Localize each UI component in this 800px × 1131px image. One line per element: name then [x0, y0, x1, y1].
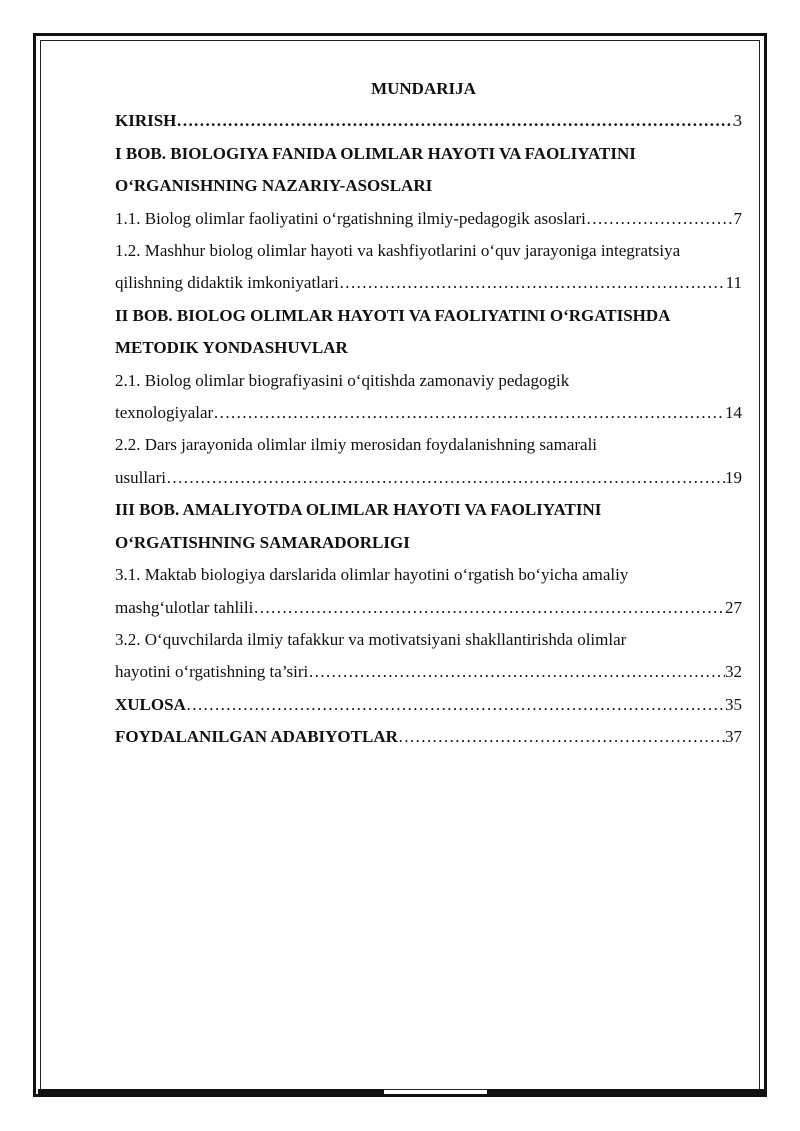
table-of-contents: [115, 73, 742, 754]
toc-entry-2-2: [115, 462, 742, 494]
dot-leader: [166, 462, 725, 494]
toc-entry-label: usullari: [115, 467, 166, 487]
toc-page-number: 27: [725, 597, 742, 617]
toc-entry-text: 3.2. O‘quvchilarda ilmiy tafakkur va motivatsiyani shakllantirishda olimlar: [115, 629, 627, 649]
dot-leader: [253, 592, 725, 624]
toc-entry-3-1: [115, 592, 742, 624]
dot-leader: [308, 656, 725, 688]
toc-page-number: 32: [725, 662, 742, 682]
toc-entry-label: FOYDALANILGAN ADABIYOTLAR: [115, 727, 398, 747]
toc-page-number: 11: [725, 273, 742, 293]
chapter-heading: O‘RGANISHNING NAZARIY-ASOSLARI: [115, 176, 433, 196]
toc-entry-adabiyotlar: [115, 721, 742, 753]
dot-leader: [213, 397, 725, 429]
dot-leader: [586, 203, 734, 235]
toc-page-number: 37: [725, 727, 742, 747]
toc-entry-text: 2.1. Biolog olimlar biografiyasini o‘qitishda zamonaviy pedagogik: [115, 370, 570, 390]
toc-entry-label: KIRISH: [115, 111, 177, 131]
dot-leader: [398, 721, 725, 753]
toc-entry-label: hayotini o‘rgatishning ta’siri: [115, 662, 309, 682]
dot-leader: [176, 105, 733, 137]
toc-page-number: 35: [725, 694, 742, 714]
toc-entry-text: 1.2. Mashhur biolog olimlar hayoti va kashfiyotlarini o‘quv jarayoniga integratsiya: [115, 241, 681, 261]
toc-entry-text: 2.2. Dars jarayonida olimlar ilmiy merosidan foydalanishning samarali: [115, 435, 598, 455]
dot-leader: [186, 689, 725, 721]
bottom-border-bar-right: [487, 1089, 765, 1094]
toc-entry-label: 1.1. Biolog olimlar faoliyatini o‘rgatishning ilmiy-pedagogik asoslari: [115, 208, 586, 228]
toc-entry-1-1: [115, 203, 742, 235]
toc-entry-label: XULOSA: [115, 694, 186, 714]
toc-entry-label: qilishning didaktik imkoniyatlari: [115, 273, 339, 293]
toc-entry-1-2: [115, 267, 742, 299]
dot-leader: [339, 267, 726, 299]
chapter-heading: I BOB. BIOLOGIYA FANIDA OLIMLAR HAYOTI VA FAOLIYATINI: [115, 143, 636, 163]
toc-page-number: 14: [725, 403, 742, 423]
toc-page-number: 7: [733, 208, 742, 228]
toc-entry-label: mashg‘ulotlar tahlili: [115, 597, 254, 617]
chapter-heading: II BOB. BIOLOG OLIMLAR HAYOTI VA FAOLIYATINI O‘RGATISHDA: [115, 305, 671, 325]
toc-entry-label: texnologiyalar: [115, 403, 214, 423]
bottom-border-bar-left: [38, 1089, 384, 1094]
chapter-heading: III BOB. AMALIYOTDA OLIMLAR HAYOTI VA FAOLIYATINI: [115, 500, 602, 520]
toc-entry-kirish: [115, 105, 742, 137]
toc-entry-3-2: [115, 656, 742, 688]
toc-page-number: 19: [725, 467, 742, 487]
chapter-heading: METODIK YONDASHUVLAR: [115, 338, 348, 358]
page-title: MUNDARIJA: [371, 79, 476, 98]
chapter-heading: O‘RGATISHNING SAMARADORLIGI: [115, 532, 410, 552]
toc-entry-xulosa: [115, 689, 742, 721]
toc-page-number: 3: [733, 111, 742, 131]
toc-entry-2-1: [115, 397, 742, 429]
toc-entry-text: 3.1. Maktab biologiya darslarida olimlar hayotini o‘rgatish bo‘yicha amaliy: [115, 565, 629, 585]
